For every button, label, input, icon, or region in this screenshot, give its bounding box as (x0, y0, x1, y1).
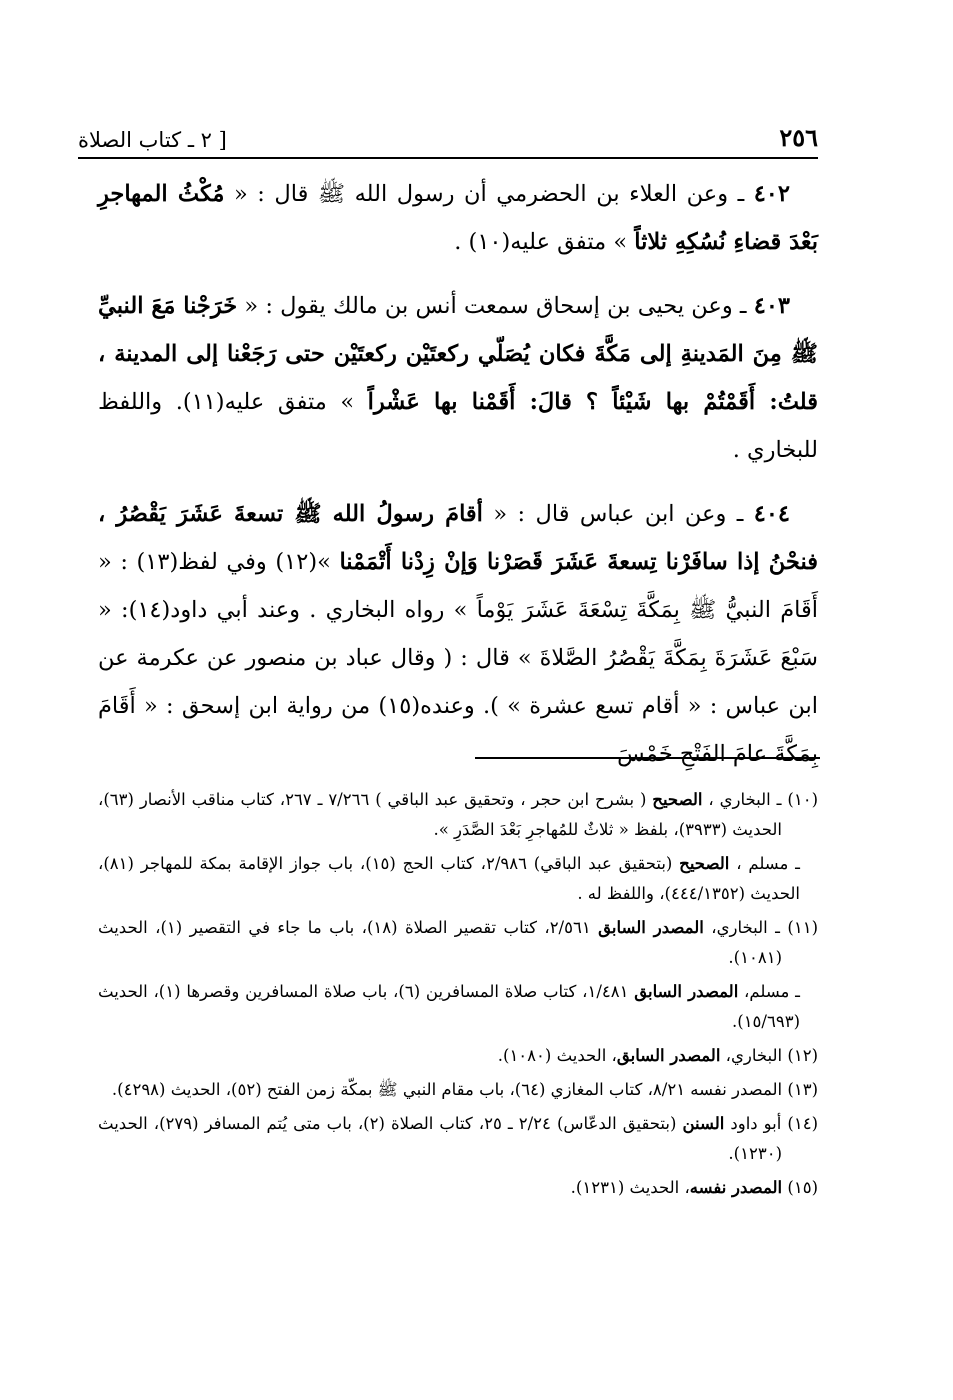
page-header (78, 112, 818, 152)
footnote-rule (475, 757, 820, 759)
hadith-quote: مُكْثُ المهاجرِ بَعْدَ قضاءِ نُسُكِهِ ثلاثاً (98, 181, 818, 255)
footnote-10 (98, 785, 818, 845)
hadith-403 (98, 282, 818, 474)
footnote-text: أبو داود (724, 1114, 788, 1133)
footnote-text: ١/٤٨١، كتاب صلاة المسافرين (٦)، باب صلاة المسافرين وقصرها (١)، الحديث (١٥/٦٩٣). (98, 982, 800, 1031)
footnote-source-title: الصحيح (679, 854, 730, 873)
hadith-number: ٤٠٤ (753, 501, 790, 527)
hadith-402 (98, 170, 818, 266)
footnote-text: ( بشرح ابن حجر ، وتحقيق عبد الباقي ) ٧/٢٦٦ ـ ٢٦٧، كتاب مناقب الأنصار (٦٣)، الحديث (٣٩٣٣)، بلفظ « ثلاثٌ للمُهاجرِ بَعْدَ الصَّدَرِ ». (98, 790, 782, 839)
footnote-marker: (١١) (787, 918, 818, 937)
hadith-narration: ـ وعن العلاء بن الحضرمي أن رسول الله ﷺ قال : « (224, 181, 754, 207)
footnote-text: ـ مسلم، (738, 982, 800, 1001)
footnote-11 (98, 913, 818, 973)
footnote-text: ، الحديث (١٠٨٠). (497, 1046, 617, 1065)
hadith-source: » متفق عليه(١٠) . (454, 229, 635, 255)
page-number: ٢٥٦ (779, 123, 818, 152)
footnote-text: البخاري، (720, 1046, 788, 1065)
footnote-11-muslim (98, 977, 818, 1037)
footnote-text: ٢/٥٦١، كتاب تقصير الصلاة (١٨)، باب ما جاء في التقصير (١)، الحديث (١٠٨١). (98, 918, 782, 967)
hadith-number: ٤٠٢ (753, 181, 790, 207)
footnote-source-title: المصدر السابق (616, 1046, 721, 1065)
footnote-source-title: المصدر السابق (634, 982, 739, 1001)
hadith-quote: خَرَجْنا مَعَ النبيِّ ﷺ مِنَ المَدينةِ إلى مَكَّةَ فكان يُصَلّي ركعتَيْن ركعتَيْن حتى رَجَعْنا إلى المدينة ، قلتُ: أَقَمْتُمْ بها شَيْئاً ؟ قالَ: أَقَمْنا بها عَشْراً (98, 293, 818, 415)
footnote-text: المصدر نفسه ٨/٢١، كتاب المغازي (٦٤)، باب مقام النبي ﷺ بمكّة زمن الفتح (٥٢)، الحديث (٤٢٩٨). (111, 1080, 788, 1099)
hadith-quote: أقامَ رسولُ الله ﷺ تسعةَ عَشَرَ يَقْصُرُ ، فنحْنُ إذا سافَرْنا تِسعةَ عَشَرَ قَصَرْنا وَإنْ زِدْنا أَتْمَمْنا (98, 501, 818, 575)
footnote-source-title: الصحيح (652, 790, 703, 809)
footnote-marker: (١٣) (787, 1080, 818, 1099)
main-text (98, 170, 818, 794)
hadith-source: »(١٢) وفي لفظ(١٣) : « أَقَامَ النبيُّ ﷺ بِمَكَّةَ تِسْعَةَ عَشَرَ يَوْماً » رواه البخاري . وعند أبي داود(١٤): « سَبْعَ عَشَرَةَ بِمَكَّةَ يَقْصُرُ الصَّلاةَ » قال : ( وقال عباد بن منصور عن عكرمة عن ابن عباس : « أقام تسع عشرة » ). وعنده(١٥) من رواية ابن إسحق : « أَقَامَ بِمَكَّةَ عامَ الفَتْحِ خَمْسَ (98, 549, 818, 767)
footnote-source-title: المصدر السابق (598, 918, 704, 937)
footnote-marker: (١٤) (787, 1114, 818, 1133)
footnote-14 (98, 1109, 818, 1169)
footnote-13 (98, 1075, 818, 1105)
hadith-narration: ـ وعن يحيى بن إسحاق سمعت أنس بن مالك يقول : « (237, 293, 754, 319)
footnote-text: (بتحقيق الدعّاس) ٢/٢٤ ـ ٢٥، كتاب الصلاة (٢)، باب متى يُتم المسافر (٢٧٩)، الحديث (١٢٣٠). (98, 1114, 782, 1163)
footnote-12 (98, 1041, 818, 1071)
footnote-text: ـ مسلم ، (729, 854, 800, 873)
footnote-text: ـ البخاري ، (702, 790, 788, 809)
footnote-source-title: السنن (682, 1114, 725, 1133)
hadith-narration: ـ وعن ابن عباس قال : « (482, 501, 754, 527)
footnote-text: (بتحقيق عبد الباقي) ٢/٩٨٦، كتاب الحج (١٥)، باب جواز الإقامة بمكة للمهاجر (٨١)، الحديث (٤٤٤/١٣٥٢)، واللفظ له . (98, 854, 800, 903)
chapter-title: [ ٢ ـ كتاب الصلاة (78, 128, 227, 152)
footnote-10-muslim (98, 849, 818, 909)
footnote-marker: (١٢) (787, 1046, 818, 1065)
footnote-text: ، الحديث (١٢٣١). (570, 1178, 690, 1197)
footnote-marker: (١٠) (787, 790, 819, 809)
footnote-15 (98, 1173, 818, 1203)
hadith-number: ٤٠٣ (753, 293, 791, 319)
footnote-marker: (١٥) (787, 1178, 818, 1197)
footnote-source-title: المصدر نفسه (689, 1178, 783, 1197)
header-rule (78, 157, 818, 159)
footnotes (98, 785, 818, 1207)
footnote-text: ـ البخاري، (703, 918, 788, 937)
hadith-source: » متفق عليه(١١). واللفظ للبخاري . (98, 389, 818, 463)
hadith-404 (98, 490, 818, 778)
